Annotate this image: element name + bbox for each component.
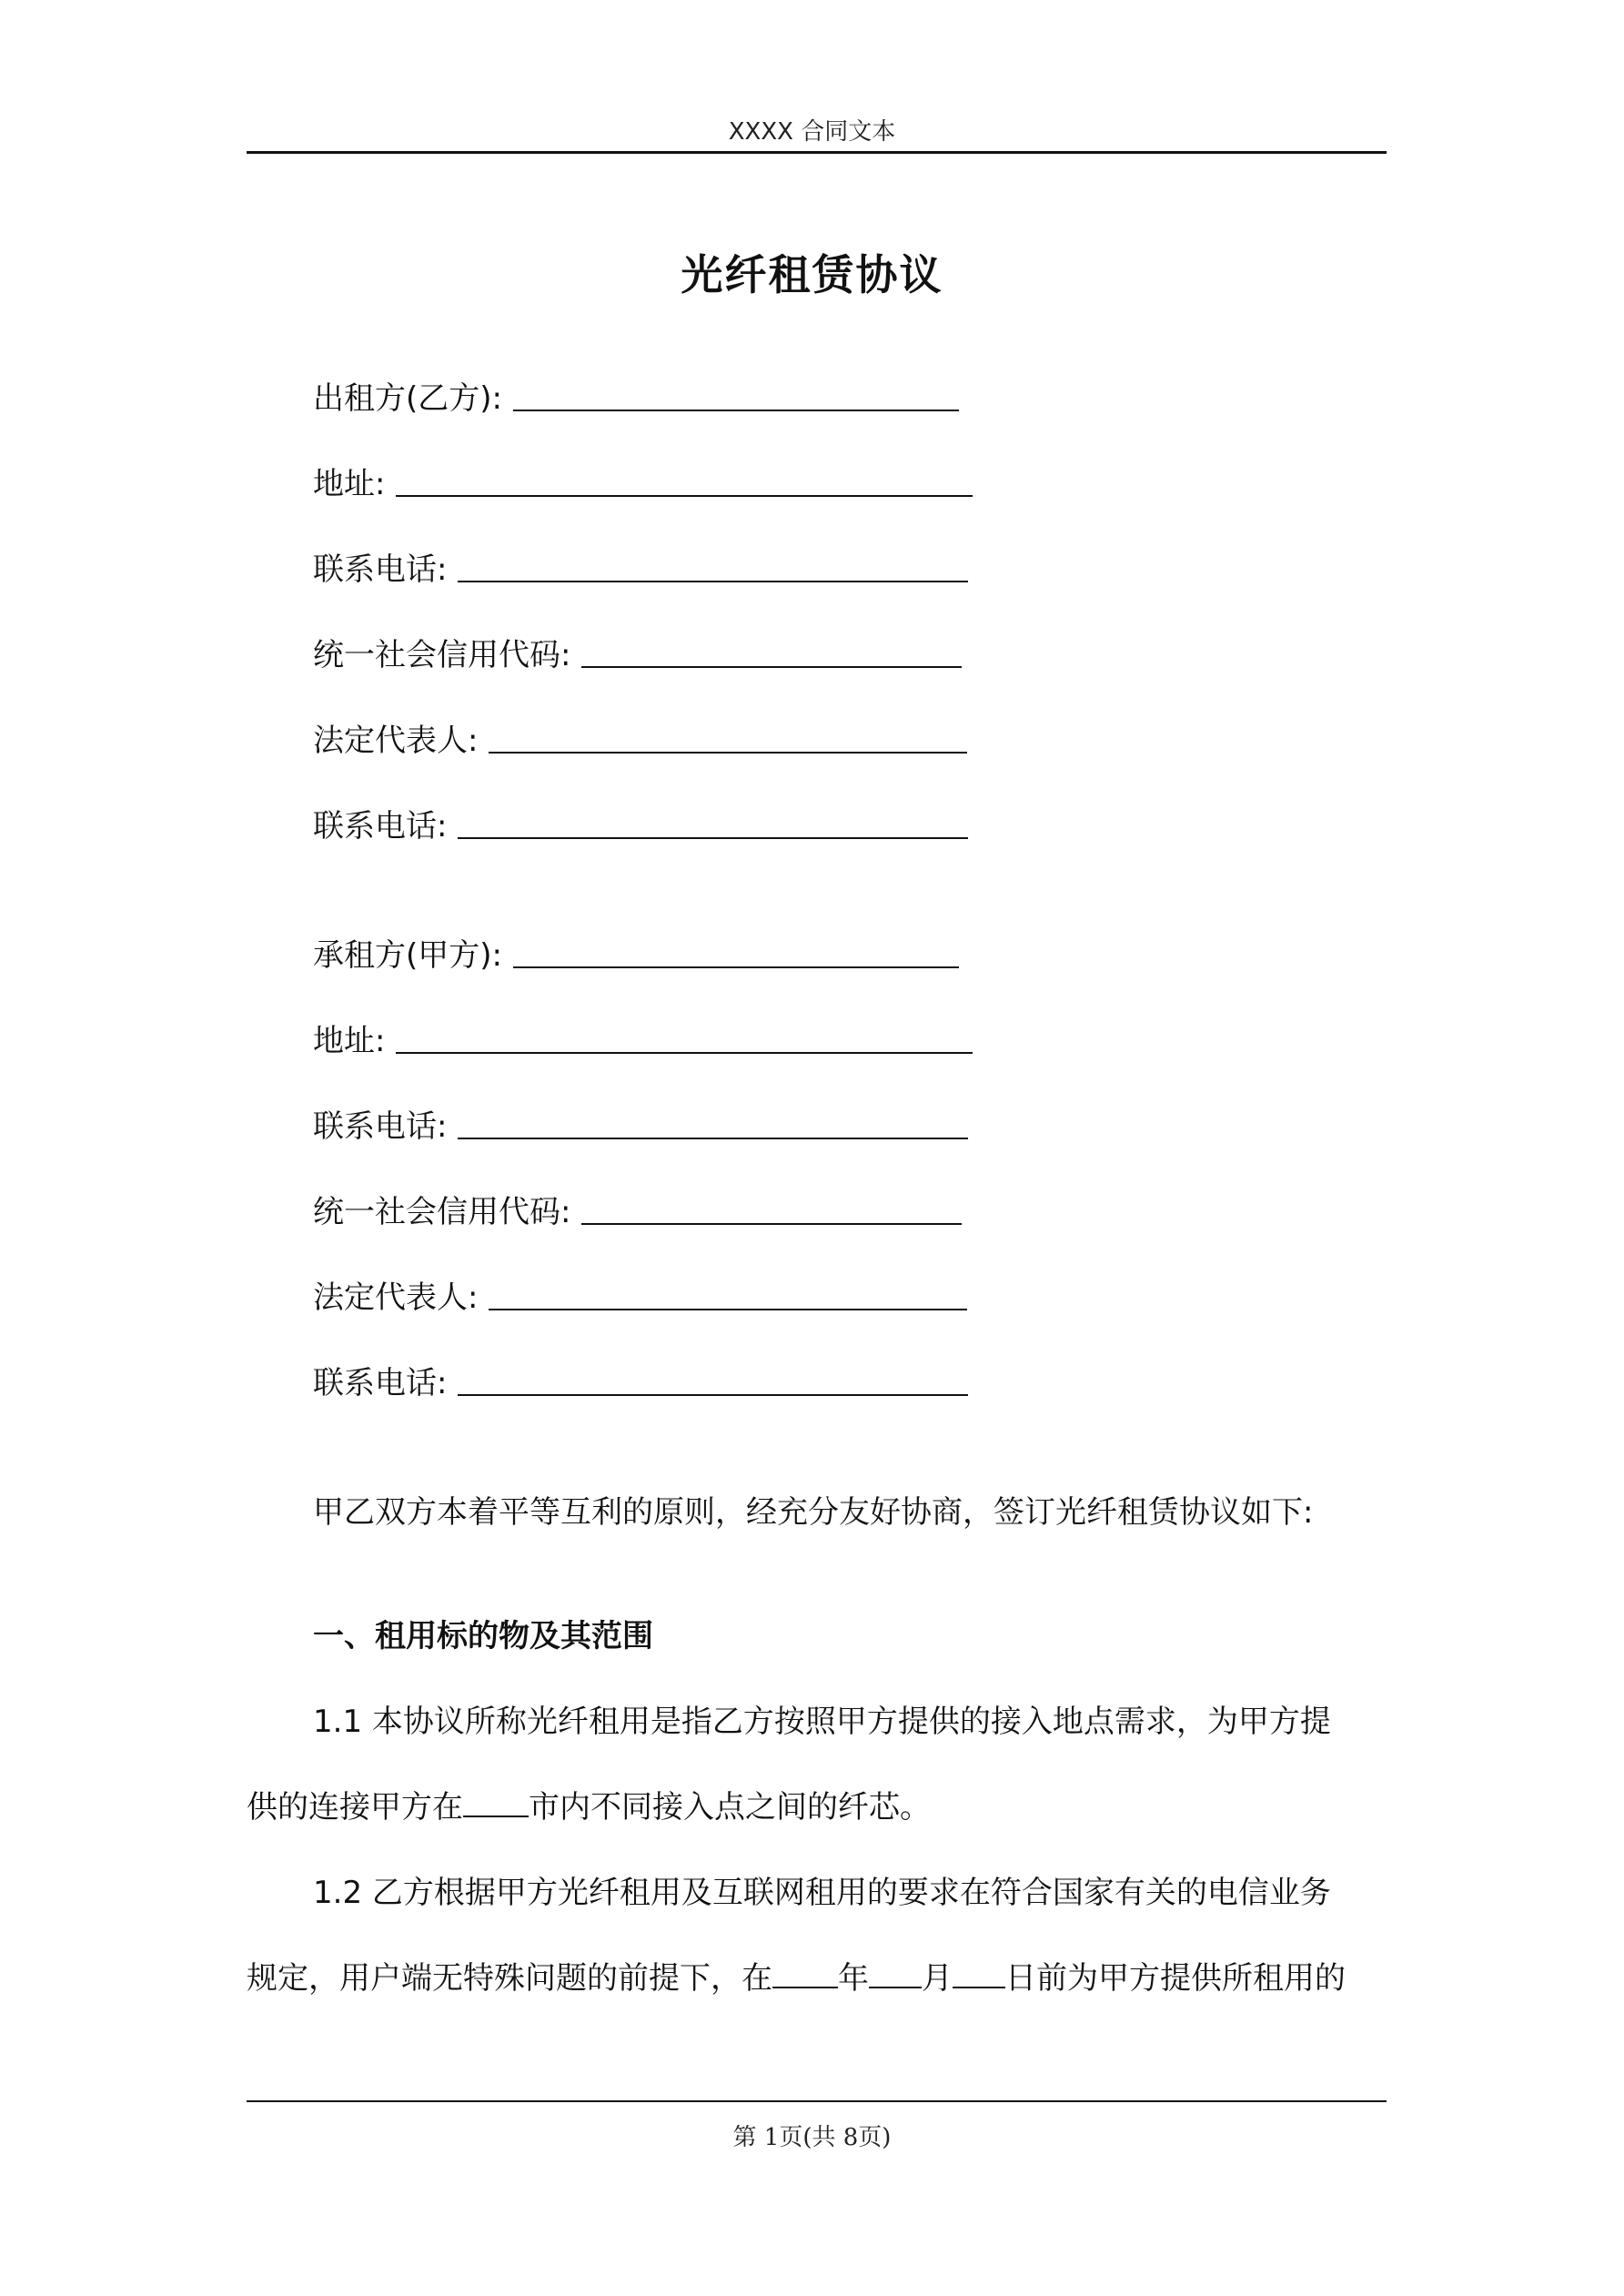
lessee-party-field (313, 932, 959, 977)
lessor-party-label: 出租方(乙方): (313, 380, 502, 417)
lessee-legal-rep-phone-label: 联系电话: (313, 1365, 448, 1401)
lessor-address-field (313, 460, 973, 506)
clause-1-2-text-b: 日前为甲方提供所租用的 (1005, 1960, 1346, 1997)
year-blank[interactable] (772, 1959, 838, 1988)
lessee-legal-rep-field (313, 1274, 967, 1320)
month-blank[interactable] (869, 1959, 922, 1988)
lessee-legal-rep-phone-blank[interactable] (458, 1394, 968, 1396)
lessee-address-blank[interactable] (396, 1052, 973, 1054)
lessor-phone-label: 联系电话: (313, 551, 448, 588)
lessor-legal-rep-field (313, 717, 967, 763)
lessor-legal-rep-phone-field (313, 803, 968, 848)
document-title: 光纤租赁协议 (681, 250, 943, 299)
lessee-phone-blank[interactable] (458, 1138, 968, 1139)
clause-1-2-text-a: 规定，用户端无特殊问题的前提下，在 (247, 1960, 772, 1997)
lessee-party-label: 承租方(甲方): (313, 937, 502, 974)
lessor-credit-code-label: 统一社会信用代码: (313, 637, 571, 673)
month-label: 月 (922, 1960, 953, 1997)
lessor-address-blank[interactable] (396, 495, 973, 497)
clause-1-1-line2 (247, 1785, 1387, 1829)
lessee-party-blank[interactable] (513, 966, 959, 968)
lessor-party-field (313, 375, 959, 420)
header-divider (247, 151, 1387, 154)
lessor-legal-rep-label: 法定代表人: (313, 723, 479, 759)
clause-1-1-text-b: 市内不同接入点之间的纤芯。 (529, 1789, 931, 1826)
clause-1-1-line1: 1.1 本协议所称光纤租用是指乙方按照甲方提供的接入地点需求，为甲方提 (313, 1704, 1331, 1740)
lessee-credit-code-field (313, 1188, 962, 1234)
lessee-phone-field (313, 1103, 968, 1148)
lessor-legal-rep-phone-blank[interactable] (458, 837, 968, 839)
lessor-legal-rep-blank[interactable] (489, 752, 967, 754)
lessor-party-blank[interactable] (513, 410, 959, 411)
intro-paragraph: 甲乙双方本着平等互利的原则，经充分友好协商，签订光纤租赁协议如下: (313, 1494, 1314, 1531)
lessee-address-field (313, 1017, 973, 1063)
lessor-credit-code-field (313, 632, 962, 677)
lessee-phone-label: 联系电话: (313, 1108, 448, 1145)
lessor-phone-field (313, 546, 968, 592)
footer-divider (247, 2100, 1387, 2102)
lessor-address-label: 地址: (313, 466, 386, 502)
lessee-address-label: 地址: (313, 1023, 386, 1059)
lessee-legal-rep-blank[interactable] (489, 1309, 967, 1310)
lessor-phone-blank[interactable] (458, 581, 968, 582)
page-number: 第 1页(共 8页) (732, 2124, 892, 2151)
city-blank[interactable] (463, 1788, 529, 1817)
year-label: 年 (838, 1960, 869, 1997)
lessee-legal-rep-label: 法定代表人: (313, 1279, 479, 1316)
lessee-credit-code-blank[interactable] (581, 1223, 962, 1225)
clause-1-1-text-a: 供的连接甲方在 (247, 1789, 463, 1826)
section-1-heading: 一、租用标的物及其范围 (313, 1618, 653, 1654)
lessee-credit-code-label: 统一社会信用代码: (313, 1194, 571, 1230)
lessor-credit-code-blank[interactable] (581, 666, 962, 668)
day-blank[interactable] (953, 1959, 1005, 1988)
clause-1-2-line1: 1.2 乙方根据甲方光纤租用及互联网租用的要求在符合国家有关的电信业务 (313, 1875, 1331, 1911)
header-text: XXXX 合同文本 (728, 118, 896, 146)
clause-1-2-line2 (247, 1957, 1387, 2000)
lessor-legal-rep-phone-label: 联系电话: (313, 808, 448, 845)
lessee-legal-rep-phone-field (313, 1360, 968, 1405)
